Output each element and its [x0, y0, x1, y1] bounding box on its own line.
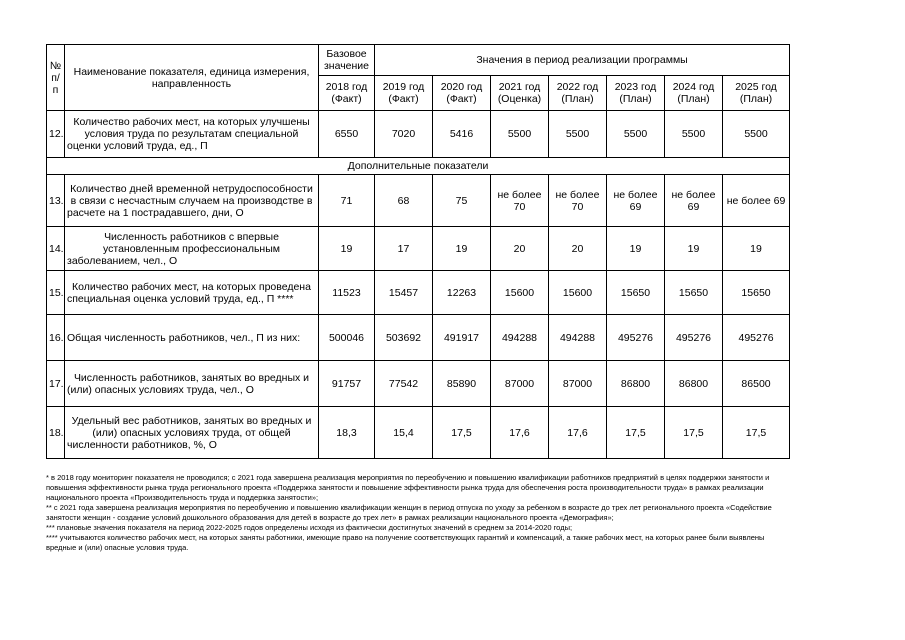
header-year: 2025 год (План) — [723, 76, 790, 111]
header-base: Базовое значение — [319, 45, 375, 76]
value-cell: 495276 — [607, 315, 665, 361]
value-cell: 494288 — [491, 315, 549, 361]
row-number: 18. — [47, 407, 65, 459]
footnote: ** с 2021 года завершена реализация мероприятия по переобучению и повышению квалификации женщин в период отпуска по уходу за ребенком в возрасте до трех лет регионального проекта «Содействие занятости женщин - создание условий дошкольного образования для детей в возрасте до трех лет» в рамках реализации национального проекта «Демография»; — [46, 503, 772, 522]
value-cell: не более 69 — [723, 175, 790, 227]
value-cell: 19 — [723, 227, 790, 271]
table-row — [47, 111, 790, 158]
value-cell: не более 70 — [491, 175, 549, 227]
table-row — [47, 227, 790, 271]
value-cell: 5500 — [665, 111, 723, 158]
value-cell: 87000 — [491, 361, 549, 407]
table-row — [47, 361, 790, 407]
value-cell: 491917 — [433, 315, 491, 361]
value-cell: 86800 — [607, 361, 665, 407]
table-row — [47, 315, 790, 361]
footnotes — [46, 473, 791, 553]
indicator-name: Общая численность работников, чел., П из них: — [65, 315, 319, 361]
value-cell: 86800 — [665, 361, 723, 407]
value-cell: 77542 — [375, 361, 433, 407]
row-number: 14. — [47, 227, 65, 271]
value-cell: 15600 — [549, 271, 607, 315]
value-cell: не более 70 — [549, 175, 607, 227]
row-number: 17. — [47, 361, 65, 407]
value-cell: 495276 — [723, 315, 790, 361]
header-period: Значения в период реализации программы — [375, 45, 790, 76]
row-number: 12. — [47, 111, 65, 158]
value-cell: не более 69 — [607, 175, 665, 227]
indicator-name: Количество рабочих мест, на которых проведена специальная оценка условий труда, ед., П **** — [65, 271, 319, 315]
value-cell: 20 — [549, 227, 607, 271]
value-cell: 15650 — [723, 271, 790, 315]
value-cell: 87000 — [549, 361, 607, 407]
header-year: 2022 год (План) — [549, 76, 607, 111]
indicator-name: Численность работников, занятых во вредных и (или) опасных условиях труда, чел., О — [65, 361, 319, 407]
value-cell: 17,5 — [665, 407, 723, 459]
header-year: 2020 год (Факт) — [433, 76, 491, 111]
header-year: 2021 год (Оценка) — [491, 76, 549, 111]
value-cell: 5500 — [549, 111, 607, 158]
value-cell: 17,6 — [549, 407, 607, 459]
value-cell: 75 — [433, 175, 491, 227]
header-name: Наименование показателя, единица измерения, направленность — [65, 45, 319, 111]
value-cell: 494288 — [549, 315, 607, 361]
indicator-name: Удельный вес работников, занятых во вредных и (или) опасных условиях труда, от общей численности работников, %, О — [65, 407, 319, 459]
header-year: 2024 год (План) — [665, 76, 723, 111]
value-cell: 5500 — [723, 111, 790, 158]
value-cell: 85890 — [433, 361, 491, 407]
value-cell: не более 69 — [665, 175, 723, 227]
value-cell: 15650 — [607, 271, 665, 315]
value-cell: 19 — [607, 227, 665, 271]
value-cell: 17,6 — [491, 407, 549, 459]
value-cell: 15650 — [665, 271, 723, 315]
header-year: 2023 год (План) — [607, 76, 665, 111]
header-num: № п/п — [47, 45, 65, 111]
footnote: * в 2018 году мониторинг показателя не проводился; с 2021 года завершена реализация мероприятия по переобучению и повышению квалификации работников предприятий в целях поддержки занятости и повышения эффективности рынка труда регионального проекта «Поддержка занятости и повышение эффективности рынка труда для обеспечения роста производительности труда» в рамках реализации национального проекта «Производительность труда и поддержка занятости»; — [46, 473, 770, 502]
row-number: 13. — [47, 175, 65, 227]
header-year: 2018 год (Факт) — [319, 76, 375, 111]
indicators-table — [46, 44, 790, 459]
value-cell: 17,5 — [433, 407, 491, 459]
value-cell: 15,4 — [375, 407, 433, 459]
value-cell: 503692 — [375, 315, 433, 361]
value-cell: 5500 — [491, 111, 549, 158]
value-cell: 19 — [665, 227, 723, 271]
value-cell: 17 — [375, 227, 433, 271]
indicator-name: Численность работников с впервые установленным профессиональным заболеванием, чел., О — [65, 227, 319, 271]
value-cell: 12263 — [433, 271, 491, 315]
footnote: **** учитываются количество рабочих мест, на которых заняты работники, имеющие право на получение соответствующих гарантий и компенсаций, а также рабочих мест, на которых ранее были выявлены вредные и (или) опасные условия труда. — [46, 533, 765, 552]
row-number: 16. — [47, 315, 65, 361]
table-row — [47, 175, 790, 227]
value-cell: 19 — [319, 227, 375, 271]
section-title: Дополнительные показатели — [47, 158, 790, 175]
value-cell: 86500 — [723, 361, 790, 407]
value-cell: 17,5 — [723, 407, 790, 459]
section-row — [47, 158, 790, 175]
value-cell: 15600 — [491, 271, 549, 315]
value-cell: 71 — [319, 175, 375, 227]
footnote: *** плановые значения показателя на период 2022-2025 годов определены исходя из фактически достигнутых значений в среднем за 2014-2020 годы; — [46, 523, 573, 532]
header-row-1 — [47, 45, 790, 76]
table-row — [47, 271, 790, 315]
value-cell: 495276 — [665, 315, 723, 361]
value-cell: 17,5 — [607, 407, 665, 459]
indicator-name: Количество рабочих мест, на которых улучшены условия труда по результатам специальной оценки условий труда, ед., П — [65, 111, 319, 158]
value-cell: 5500 — [607, 111, 665, 158]
value-cell: 15457 — [375, 271, 433, 315]
value-cell: 500046 — [319, 315, 375, 361]
value-cell: 5416 — [433, 111, 491, 158]
value-cell: 91757 — [319, 361, 375, 407]
value-cell: 20 — [491, 227, 549, 271]
table-row — [47, 407, 790, 459]
value-cell: 6550 — [319, 111, 375, 158]
value-cell: 11523 — [319, 271, 375, 315]
row-number: 15. — [47, 271, 65, 315]
value-cell: 18,3 — [319, 407, 375, 459]
value-cell: 68 — [375, 175, 433, 227]
value-cell: 19 — [433, 227, 491, 271]
indicator-name: Количество дней временной нетрудоспособности в связи с несчастным случаем на производстве в расчете на 1 пострадавшего, дни, О — [65, 175, 319, 227]
header-year: 2019 год (Факт) — [375, 76, 433, 111]
value-cell: 7020 — [375, 111, 433, 158]
